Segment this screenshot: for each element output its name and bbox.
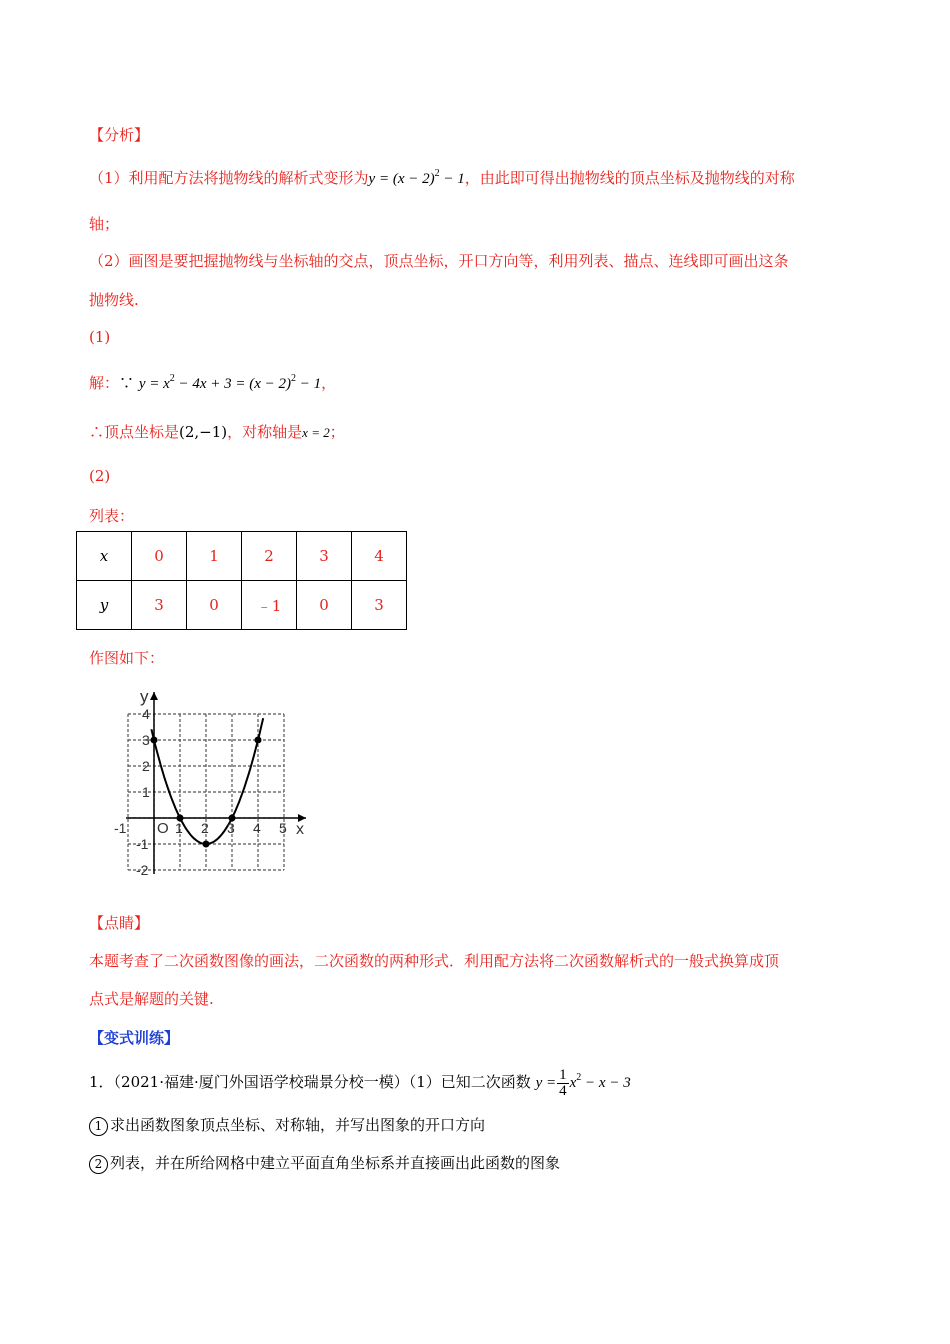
solution-line1: 解：∵ $y = x^2 - 4x + 3 = (x - 2)^2 - 1$， [89, 373, 337, 392]
parabola-graph [88, 684, 304, 884]
solution-line2 [89, 421, 345, 442]
sub-item-1-text: 求出函数图象顶点坐标、对称轴，并写出图象的开口方向 [110, 1116, 486, 1134]
circled-number-1: 1 [89, 1117, 108, 1136]
analysis-heading: 【分析】 [89, 126, 150, 144]
analysis-p2-line1: （2）画图是要把握抛物线与坐标轴的交点，顶点坐标，开口方向等，利用列表、描点、连线即可画出这条 [89, 252, 789, 270]
graph-point [151, 737, 158, 744]
y-tick-label: -1 [136, 836, 149, 852]
table-row-y [77, 581, 407, 630]
x-tick-label: 5 [279, 820, 287, 836]
y-tick-label: -2 [136, 862, 149, 878]
graph-point [255, 737, 262, 744]
table-cell: 0 [132, 532, 187, 581]
sub-item-1 [89, 1114, 485, 1136]
table-label: 列表： [89, 507, 135, 525]
practice-question-1 [89, 1068, 631, 1099]
practice-heading: 【变式训练】 [89, 1029, 180, 1047]
part2-label: (2) [89, 467, 111, 485]
semicolon: ； [329, 423, 345, 441]
y-tick-label: 4 [142, 706, 150, 722]
x-axis-label: x [296, 821, 304, 838]
comment-line1: 本题考查了二次函数图像的画法，二次函数的两种形式．利用配方法将二次函数解析式的一般式换算成顶 [89, 952, 780, 970]
analysis-p1-prefix: （1）利用配方法将抛物线的解析式变形为 [89, 169, 369, 187]
table-row-x [77, 532, 407, 581]
table-cell: ﹣1 [242, 581, 297, 630]
graph-point [203, 841, 210, 848]
table-cell: 0 [187, 581, 242, 630]
table-cell: 1 [187, 532, 242, 581]
table-cell: 3 [132, 581, 187, 630]
table-cell: 4 [352, 532, 407, 581]
circled-number-2: 2 [89, 1155, 108, 1174]
therefore-prefix: ∴顶点坐标是 [89, 423, 180, 441]
x-tick-label: 2 [201, 820, 209, 836]
table-header-x: x [77, 532, 132, 581]
analysis-p1 [89, 167, 795, 188]
y-axis-arrow [150, 692, 158, 700]
table-cell: 0 [297, 581, 352, 630]
vertex-form-formula: $y = (x - 2)^2 - 1$ [368, 168, 465, 187]
table-cell: 2 [242, 532, 297, 581]
x-tick-label: 4 [253, 820, 261, 836]
y-tick-label: 3 [142, 732, 150, 748]
jie-label: 解： [89, 374, 120, 392]
analysis-p1-line2: 轴； [89, 215, 120, 233]
axis-equation: x = 2 [302, 425, 330, 440]
table-cell: 3 [297, 532, 352, 581]
table-cell: 3 [352, 581, 407, 630]
comment-line2: 点式是解题的关键. [89, 990, 214, 1008]
x-tick-label: 3 [227, 820, 235, 836]
comment-heading: 【点睛】 [89, 914, 150, 932]
x-tick-label: 1 [175, 820, 183, 836]
part1-label: (1) [89, 328, 111, 346]
fraction-quarter: $\frac{1}{4}$ [559, 1067, 567, 1099]
because-symbol: ∵ [119, 374, 135, 392]
sub-item-2-text: 列表，并在所给网格中建立平面直角坐标系并直接画出此函数的图象 [110, 1154, 561, 1172]
question-prefix: 1．（2021·福建·厦门外国语学校瑞景分校一模）（1）已知二次函数 [89, 1072, 531, 1091]
axis-prefix: ，对称轴是 [227, 423, 303, 441]
quadratic-function: y = $\frac{1}{4}$ $x^2 - x - 3$ [535, 1067, 631, 1099]
analysis-p2-line2: 抛物线. [89, 291, 139, 309]
y-tick-label: 2 [142, 758, 150, 774]
x-tick-label: -1 [114, 820, 127, 836]
table-header-y: y [77, 581, 132, 630]
sub-item-2 [89, 1152, 560, 1174]
y-axis-label: y [140, 687, 149, 706]
drawing-label: 作图如下： [89, 649, 165, 667]
origin-label: O [157, 820, 169, 837]
graph-labels [114, 687, 304, 878]
y-tick-label: 1 [142, 784, 150, 800]
graph-axes [126, 692, 306, 874]
vertex-value: (2,−1) [179, 423, 228, 441]
values-table [76, 531, 407, 630]
expansion-formula: $y = x^2 - 4x + 3 = (x - 2)^2 - 1$ [138, 373, 322, 392]
analysis-p1-suffix: ，由此即可得出抛物线的顶点坐标及抛物线的对称 [464, 169, 795, 187]
